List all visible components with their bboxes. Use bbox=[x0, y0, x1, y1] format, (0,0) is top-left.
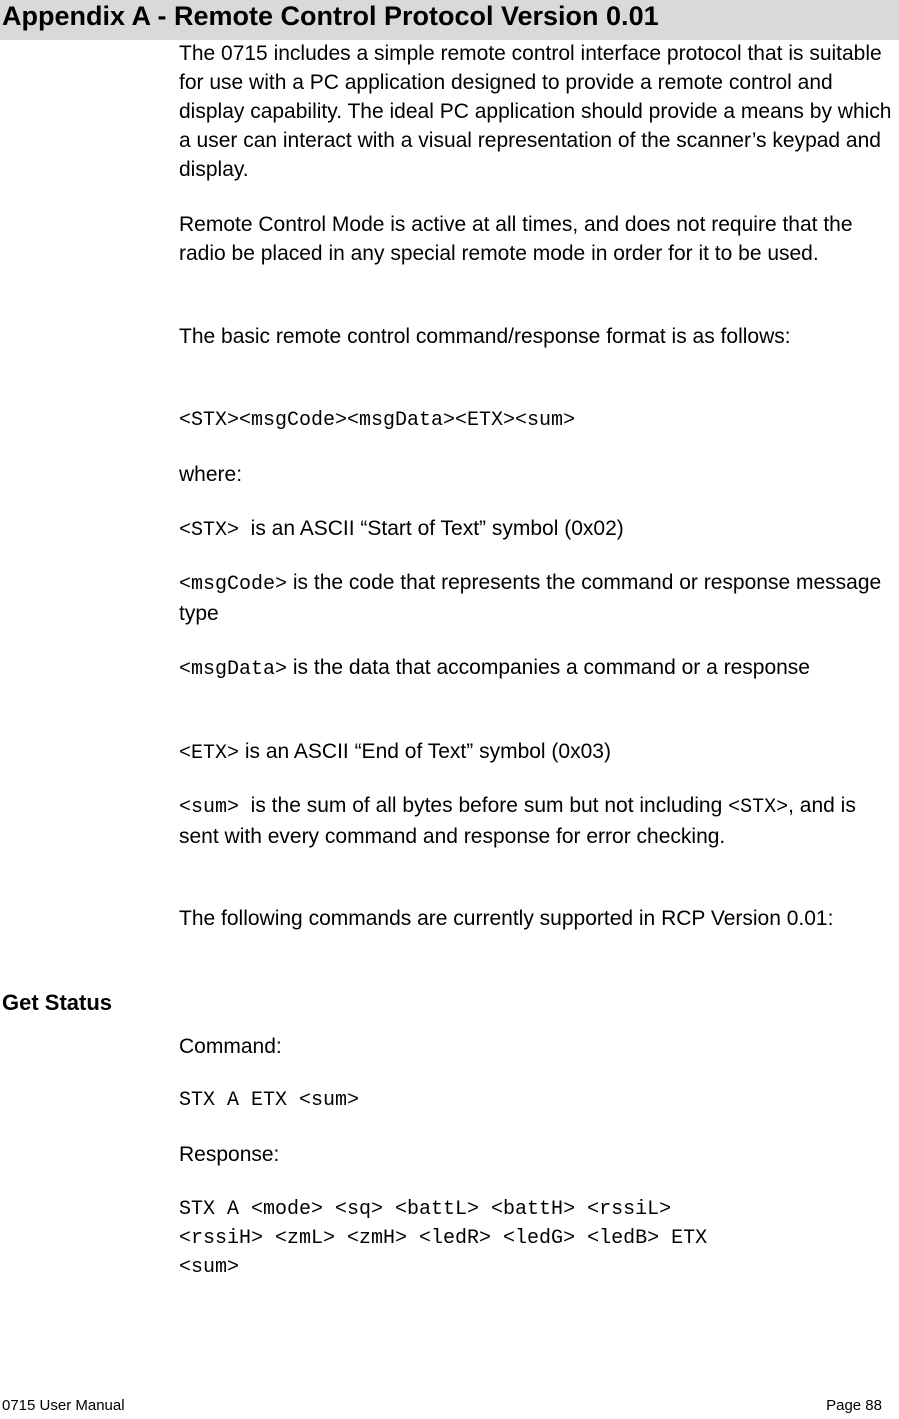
desc-msgdata: is the data that accompanies a command or a response bbox=[287, 656, 810, 679]
mode-paragraph: Remote Control Mode is active at all times, and does not require that the radio be placed in any special remote mode in order for it to be used. bbox=[179, 213, 853, 265]
command-code: STX A ETX <sum> bbox=[179, 1089, 360, 1112]
page-title: Appendix A - Remote Control Protocol Version 0.01 bbox=[2, 1, 659, 31]
footer-page-number: Page 88 bbox=[826, 1397, 882, 1414]
command-label: Command: bbox=[179, 1035, 282, 1058]
term-msgcode: <msgCode> bbox=[179, 573, 288, 596]
section-heading-get-status: Get Status bbox=[2, 990, 113, 1015]
term-sum-stx: <STX> bbox=[728, 796, 789, 819]
term-sum: <sum> bbox=[179, 796, 240, 819]
footer-manual-name: 0715 User Manual bbox=[2, 1397, 125, 1414]
where-label: where: bbox=[179, 463, 243, 486]
response-code-line: <rssiH> <zmL> <zmH> <ledR> <ledG> <ledB> ETX bbox=[179, 1227, 708, 1250]
intro-paragraph: The 0715 includes a simple remote control interface protocol that is suitable for use with a PC application designed to provide a remote control and display capability. The ideal PC application should provide a means by which a user can interact with a visual representation of the scanner’s keypad and display. bbox=[179, 42, 892, 181]
format-code: <STX><msgCode><msgData><ETX><sum> bbox=[179, 409, 576, 432]
following-paragraph: The following commands are currently supported in RCP Version 0.01: bbox=[179, 907, 834, 930]
definition-msgdata bbox=[179, 653, 899, 684]
response-code-line: <sum> bbox=[179, 1256, 240, 1279]
definition-msgcode bbox=[179, 568, 899, 628]
format-paragraph: The basic remote control command/response format is as follows: bbox=[179, 325, 791, 348]
term-msgdata: <msgData> bbox=[179, 658, 288, 681]
desc-sum-2: , and is sent with every command and response for error checking. bbox=[179, 794, 856, 848]
definition-sum bbox=[179, 791, 899, 851]
desc-etx: is an ASCII “End of Text” symbol (0x03) bbox=[239, 740, 611, 763]
desc-sum-1: is the sum of all bytes before sum but not including bbox=[239, 794, 729, 817]
definition-stx bbox=[179, 514, 899, 545]
term-stx: <STX> bbox=[179, 519, 240, 542]
response-code-line: STX A <mode> <sq> <battL> <battH> <rssiL> bbox=[179, 1198, 672, 1221]
term-etx: <ETX> bbox=[179, 742, 240, 765]
definition-etx bbox=[179, 737, 899, 768]
response-label: Response: bbox=[179, 1143, 280, 1166]
desc-msgcode: is the code that represents the command or response message type bbox=[179, 571, 888, 625]
desc-stx: is an ASCII “Start of Text” symbol (0x02) bbox=[239, 517, 624, 540]
